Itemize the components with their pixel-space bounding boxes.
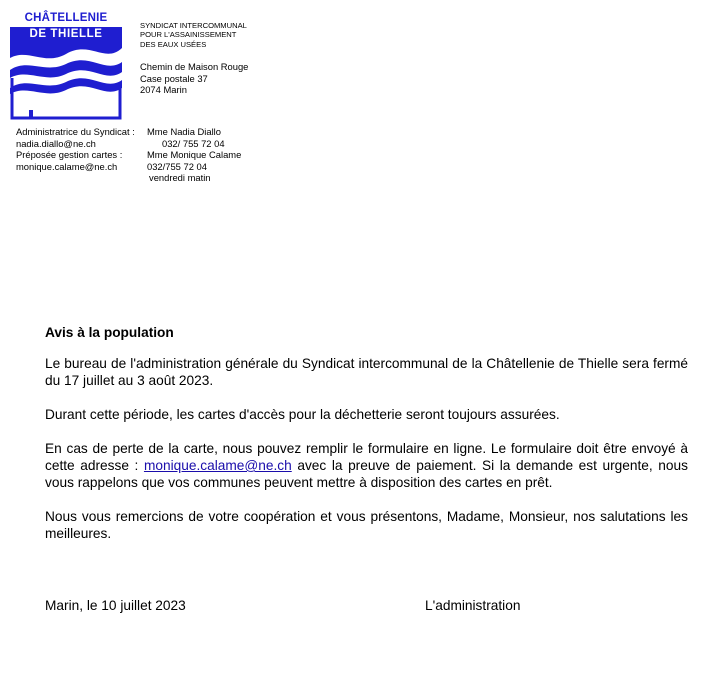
waves-icon xyxy=(10,44,122,120)
logo-title-line1: CHÂTELLENIE xyxy=(24,12,108,24)
chatellenie-logo xyxy=(10,12,122,120)
organisation-name-line: POUR L'ASSAINISSEMENT xyxy=(140,30,237,40)
organisation-name xyxy=(140,21,247,49)
notice-body xyxy=(45,324,688,559)
admin-name: Mme Nadia Diallo xyxy=(147,126,221,137)
cards-label: Préposée gestion cartes : xyxy=(16,149,123,161)
lost-card-text-end: avec la preuve de paiement. Si la demande est urgente, nous vous rappelons que vos communes peuvent mettre à disposition des cartes en prêt. xyxy=(45,458,688,490)
cards-email: monique.calame@ne.ch xyxy=(16,160,118,172)
admin-email: nadia.diallo@ne.ch xyxy=(16,137,96,149)
address-line: 2074 Marin xyxy=(140,84,187,95)
admin-phone: 032/ 755 72 04 xyxy=(162,137,225,149)
notice-heading: Avis à la population xyxy=(45,325,174,340)
logo-title-line2: DE THIELLE xyxy=(29,28,103,40)
organisation-name-line: SYNDICAT INTERCOMMUNAL xyxy=(140,21,247,30)
cards-hours: vendredi matin xyxy=(149,172,211,184)
place-date: Marin, le 10 juillet 2023 xyxy=(45,598,186,613)
notice-paragraph-closure: Le bureau de l'administration générale du Syndicat intercommunal de la Châtellenie de Thielle sera fermé du 17 juillet au 3 août 2023. xyxy=(45,356,688,388)
signature: L'administration xyxy=(425,598,521,613)
cards-phone: 032/755 72 04 xyxy=(147,160,207,172)
address-line: Case postale 37 xyxy=(140,72,208,84)
notice-paragraph-lost-card xyxy=(45,440,688,491)
organisation-address xyxy=(140,61,248,96)
organisation-name-line: DES EAUX USÉES xyxy=(140,39,207,49)
cards-name: Mme Monique Calame xyxy=(147,149,242,161)
notice-paragraph-access: Durant cette période, les cartes d'accès pour la déchetterie seront toujours assurées. xyxy=(45,407,560,422)
admin-label: Administratrice du Syndicat : xyxy=(16,126,135,137)
address-line: Chemin de Maison Rouge xyxy=(140,61,249,72)
notice-paragraph-closing: Nous vous remercions de votre coopération et vous présentons, Madame, Monsieur, nos salutations les meilleures. xyxy=(45,509,688,541)
lost-card-text-start: En cas de perte de la carte, nous pouvez remplir le formulaire en ligne. Le formulaire doit être envoyé à cette adresse : xyxy=(45,441,688,473)
email-link[interactable]: monique.calame@ne.ch xyxy=(143,458,292,473)
